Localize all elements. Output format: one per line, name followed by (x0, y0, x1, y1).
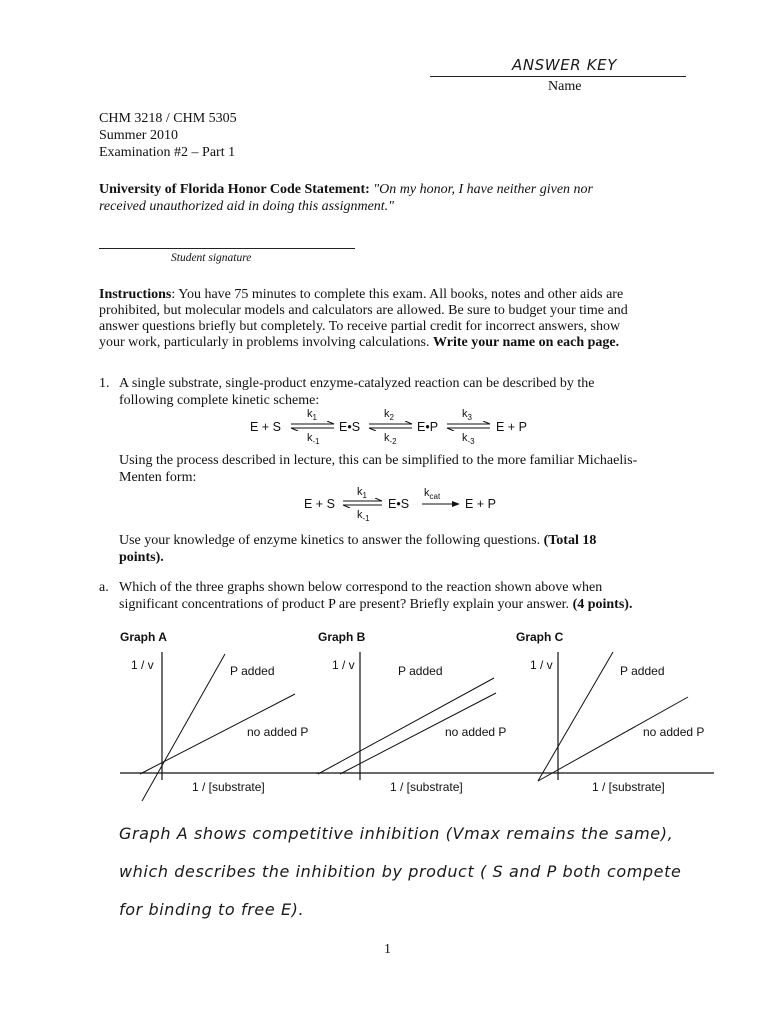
honor-text-2: received unauthorized aid in doing this assignment." (99, 199, 395, 214)
graph-c (514, 628, 714, 808)
mm-k-1: $k_{-1}$ (357, 509, 370, 524)
question-mid-2: Menten form: (119, 470, 197, 485)
graph-c-ylabel: 1 / v (530, 658, 553, 672)
scheme-ep: E•P (417, 420, 439, 434)
mm-equilibrium-arrow (342, 498, 384, 508)
instructions-line-4: your work, particularly in problems involving calculations. (99, 335, 433, 350)
signature-line (99, 248, 355, 249)
scheme-products: E + P (496, 420, 527, 434)
scheme-reactants: E + S (250, 420, 281, 434)
question-use-1: Use your knowledge of enzyme kinetics to answer the following questions. (Total 18 (119, 533, 597, 548)
honor-statement (99, 182, 593, 198)
exam-title: Examination #2 – Part 1 (99, 145, 236, 160)
instructions-block (99, 287, 739, 351)
mm-forward-arrow (421, 500, 461, 508)
instructions-line-2: prohibited, but molecular models and calculators are allowed. Be sure to budget your time and (99, 303, 628, 318)
equilibrium-arrow-2 (368, 421, 414, 431)
graph-c-title: Graph C (516, 630, 564, 644)
scheme-k3: $k_3$ (462, 408, 472, 423)
name-line (430, 76, 686, 77)
mm-k1: $k_1$ (357, 486, 367, 501)
graph-c-label-no-p: no added P (643, 725, 705, 739)
honor-title: University of Florida Honor Code Statement: (99, 182, 370, 197)
question-intro-1: A single substrate, single-product enzyme-catalyzed reaction can be described by the (119, 376, 595, 391)
graph-b-xlabel: 1 / [substrate] (390, 780, 463, 794)
course-term: Summer 2010 (99, 128, 178, 143)
graph-a-ylabel: 1 / v (131, 658, 154, 672)
question-mid-1: Using the process described in lecture, this can be simplified to the more familiar Michaelis- (119, 453, 638, 468)
mm-es: E•S (388, 497, 410, 511)
answer-key-handwritten: ANSWER KEY (512, 56, 617, 74)
graph-a-title: Graph A (120, 630, 167, 644)
mm-products: E + P (465, 497, 496, 511)
kinetic-scheme-mm (304, 485, 524, 525)
scheme-k-3: $k_{-3}$ (462, 432, 475, 447)
signature-label: Student signature (171, 252, 252, 264)
graph-b (316, 628, 516, 808)
graph-a-xlabel: 1 / [substrate] (192, 780, 265, 794)
question-intro-2: following complete kinetic scheme: (119, 393, 320, 408)
kinetic-scheme-full (250, 410, 550, 450)
graph-a-label-p-added: P added (230, 664, 275, 678)
equilibrium-arrow-1 (290, 421, 336, 431)
scheme-k2: $k_2$ (384, 408, 394, 423)
part-a-line-1: Which of the three graphs shown below correspond to the reaction shown above when (119, 580, 603, 595)
answer-line-1: Graph A shows competitive inhibition (Vmax remains the same), (119, 824, 674, 843)
graph-b-label-p-added: P added (398, 664, 443, 678)
course-code: CHM 3218 / CHM 5305 (99, 111, 237, 126)
instructions-label: Instructions (99, 287, 172, 302)
scheme-k-2: $k_{-2}$ (384, 432, 397, 447)
graph-c-label-p-added: P added (620, 664, 665, 678)
graph-b-label-no-p: no added P (445, 725, 507, 739)
graph-a (118, 628, 318, 808)
instructions-line-1: : You have 75 minutes to complete this exam. All books, notes and other aids are (171, 287, 624, 302)
instructions-name-note: Write your name on each page. (432, 335, 620, 350)
scheme-k1: $k_1$ (307, 408, 317, 423)
graph-a-label-no-p: no added P (247, 725, 309, 739)
mm-reactants: E + S (304, 497, 335, 511)
mm-kcat: $k_{cat}$ (424, 487, 441, 502)
name-label: Name (548, 79, 582, 94)
scheme-es: E•S (339, 420, 361, 434)
answer-line-2: which describes the inhibition by product ( S and P both compete (119, 862, 682, 881)
answer-line-3: for binding to free E). (119, 900, 305, 919)
equilibrium-arrow-3 (446, 421, 492, 431)
graph-c-xlabel: 1 / [substrate] (592, 780, 665, 794)
graph-b-title: Graph B (318, 630, 366, 644)
graph-b-ylabel: 1 / v (332, 658, 355, 672)
page-number: 1 (384, 942, 391, 957)
part-a-line-2: significant concentrations of product P are present? Briefly explain your answer. (4 points). (119, 597, 633, 612)
honor-text-1: "On my honor, I have neither given nor (373, 182, 593, 197)
question-use-2: points). (119, 550, 164, 565)
scheme-k-1: $k_{-1}$ (307, 432, 320, 447)
instructions-line-3: answer questions briefly but completely. To receive partial credit for incorrect answers, show (99, 319, 621, 334)
question-number: 1. (99, 376, 110, 391)
part-a-letter: a. (99, 580, 109, 595)
